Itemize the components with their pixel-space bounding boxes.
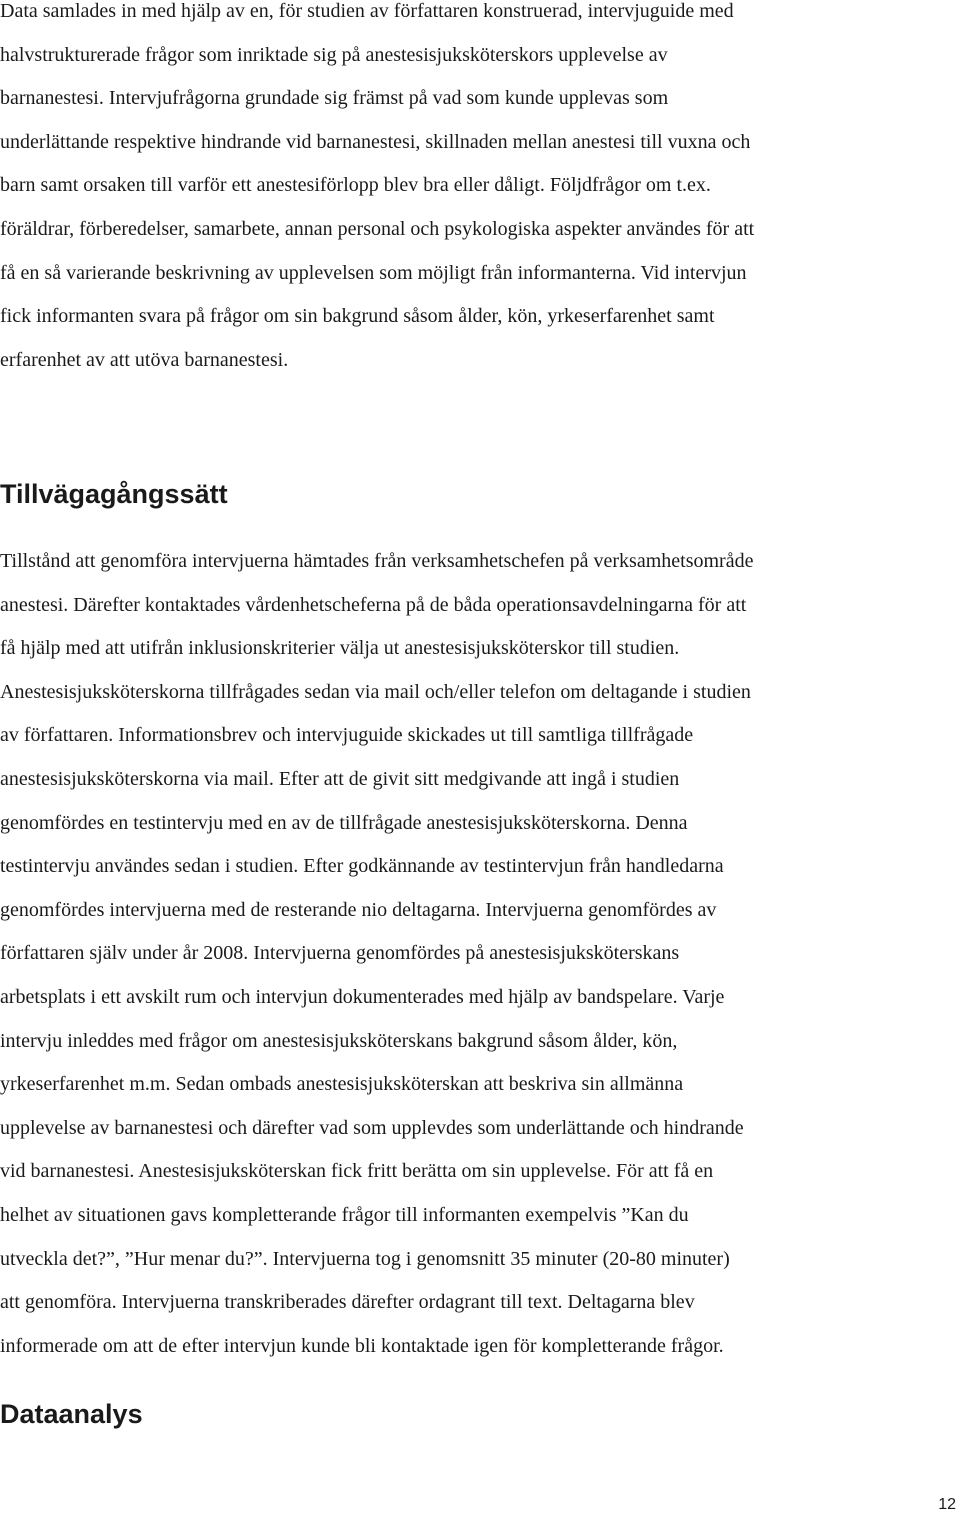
paragraph-line: att genomföra. Intervjuerna transkriberades därefter ordagrant till text. Deltagarna blev [0, 1291, 695, 1314]
paragraph-line: testintervju användes sedan i studien. Efter godkännande av testintervjun från handledarna [0, 855, 724, 878]
intro-paragraph [0, 0, 960, 382]
paragraph-line: upplevelse av barnanestesi och därefter vad som upplevdes som underlättande och hindrande [0, 1116, 744, 1139]
paragraph-line: fick informanten svara på frågor om sin bakgrund såsom ålder, kön, yrkeserfarenhet samt [0, 305, 715, 328]
paragraph-line: utveckla det?”, ”Hur menar du?”. Intervjuerna tog i genomsnitt 35 minuter (20-80 minuter) [0, 1247, 730, 1270]
paragraph-line: barnanestesi. Intervjufrågorna grundade sig främst på vad som kunde upplevas som [0, 87, 669, 110]
paragraph-line: Tillstånd att genomföra intervjuerna hämtades från verksamhetschefen på verksamhetsområde [0, 550, 754, 572]
section-heading-dataanalys: Dataanalys [0, 1399, 143, 1429]
paragraph-line: underlättande respektive hindrande vid barnanestesi, skillnaden mellan anestesi till vuxna och [0, 130, 751, 153]
paragraph-line: få hjälp med att utifrån inklusionskriterier välja ut anestesisjuksköterskor till studien. [0, 637, 680, 660]
paragraph-line: erfarenhet av att utöva barnanestesi. [0, 348, 289, 371]
paragraph-line: genomfördes intervjuerna med de resterande nio deltagarna. Intervjuerna genomfördes av [0, 898, 717, 921]
paragraph-line: barn samt orsaken till varför ett anestesiförlopp blev bra eller dåligt. Följdfrågor om t.ex. [0, 174, 711, 197]
paragraph-line: författaren själv under år 2008. Intervjuerna genomfördes på anestesisjuksköterskans [0, 942, 680, 965]
paragraph-line: helhet av situationen gavs kompletterande frågor till informanten exempelvis ”Kan du [0, 1203, 689, 1226]
paragraph-line: vid barnanestesi. Anestesisjuksköterskan fick fritt berätta om sin upplevelse. För att få en [0, 1160, 714, 1183]
paragraph-line: föräldrar, förberedelser, samarbete, annan personal och psykologiska aspekter användes för att [0, 217, 755, 240]
page-number: 12 [938, 1496, 956, 1513]
paragraph-line: informerade om att de efter intervjun kunde bli kontaktade igen för kompletterande frågor. [0, 1334, 724, 1357]
paragraph-line: yrkeserfarenhet m.m. Sedan ombads anestesisjuksköterskan att beskriva sin allmänna [0, 1073, 684, 1096]
paragraph-line: få en så varierande beskrivning av upplevelsen som möjligt från informanterna. Vid intervjun [0, 261, 747, 284]
paragraph-line: intervju inleddes med frågor om anestesisjuksköterskans bakgrund såsom ålder, kön, [0, 1029, 678, 1052]
paragraph-line: Anestesisjuksköterskorna tillfrågades sedan via mail och/eller telefon om deltagande i studien [0, 680, 751, 703]
paragraph-line: anestesi. Därefter kontaktades vårdenhetscheferna på de båda operationsavdelningarna för att [0, 593, 747, 616]
paragraph-line: arbetsplats i ett avskilt rum och intervjun dokumenterades med hjälp av bandspelare. Varje [0, 985, 725, 1008]
paragraph-line: genomfördes en testintervju med en av de tillfrågade anestesisjuksköterskorna. Denna [0, 811, 688, 834]
paragraph-line: anestesisjuksköterskorna via mail. Efter att de givit sitt medgivande att ingå i studien [0, 767, 680, 790]
paragraph-line: Data samlades in med hjälp av en, för studien av författaren konstruerad, intervjuguide med [0, 0, 734, 22]
section-heading-tillvagagangssatt: Tillvägagångssätt [0, 479, 228, 509]
paragraph-line: av författaren. Informationsbrev och intervjuguide skickades ut till samtliga tillfrågade [0, 724, 694, 747]
method-paragraph [0, 540, 960, 1368]
paragraph-line: halvstrukturerade frågor som inriktade sig på anestesisjuksköterskors upplevelse av [0, 43, 668, 66]
